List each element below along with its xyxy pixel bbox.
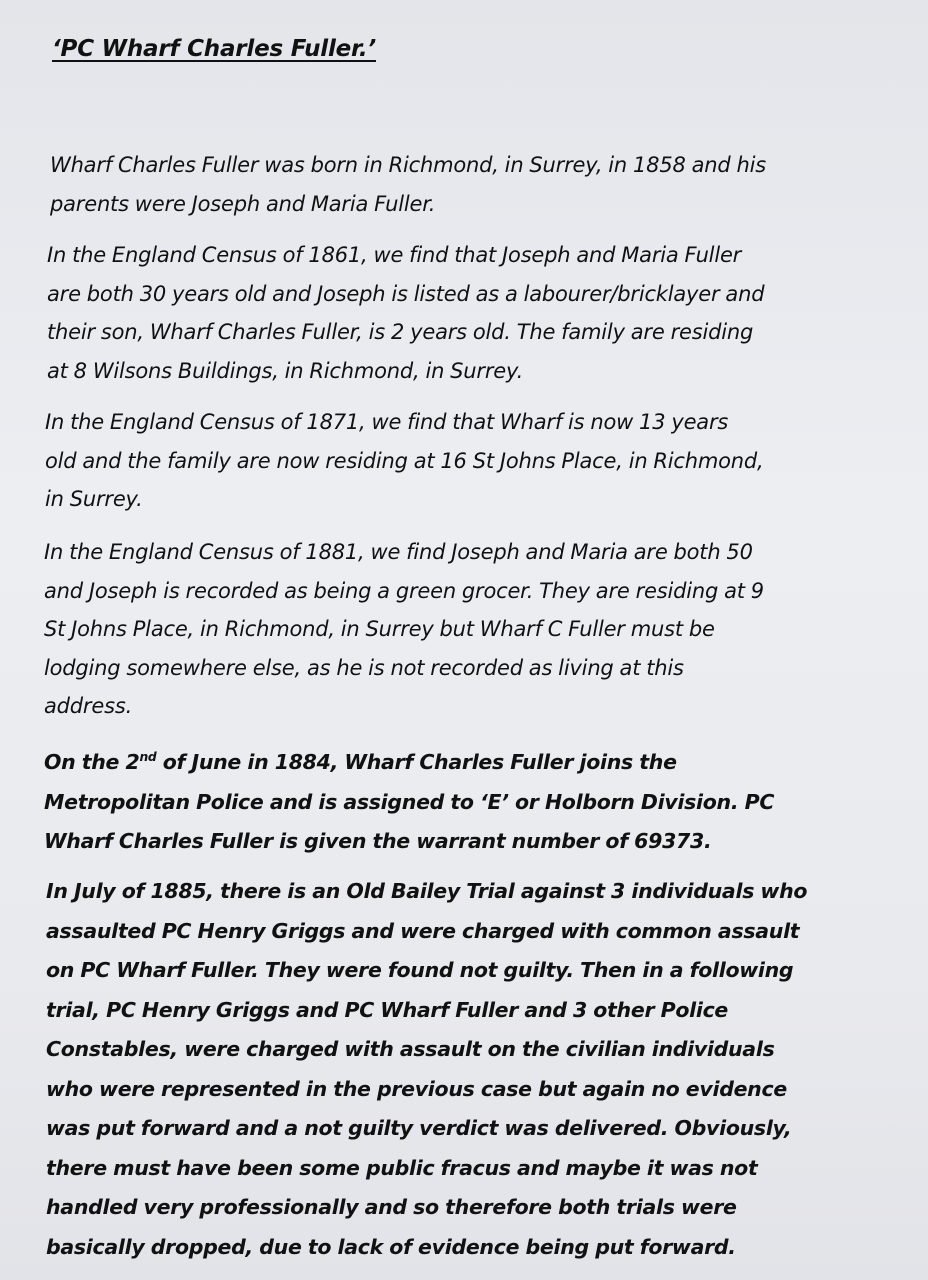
text-line: parents were Joseph and Maria Fuller.: [50, 191, 436, 216]
paragraph-joins-police: [44, 743, 774, 862]
text-line: In July of 1885, there is an Old Bailey Trial against 3 individuals who: [46, 879, 808, 903]
text-line: [44, 743, 774, 783]
paragraph-census-1871: [45, 403, 764, 519]
text-line: assaulted PC Henry Griggs and were charged with common assault: [46, 918, 800, 943]
ordinal-suffix: nd: [139, 750, 157, 765]
document-title: ‘PC Wharf Charles Fuller.’: [52, 36, 376, 62]
paragraph-old-bailey-trial: [46, 872, 807, 1267]
text-line: In the England Census of 1871, we find that Wharf is now 13 years: [45, 410, 729, 434]
text-line: basically dropped, due to lack of evidence being put forward.: [46, 1234, 736, 1259]
text-line: are both 30 years old and Joseph is listed as a labourer/bricklayer and: [47, 281, 765, 306]
text-line: Wharf Charles Fuller was born in Richmond, in Surrey, in 1858 and his: [50, 153, 766, 177]
text-line: there must have been some public fracus and maybe it was not: [46, 1155, 758, 1180]
text-fragment: On the 2: [44, 750, 140, 774]
paragraph-census-1861: [47, 236, 764, 390]
text-line: St Johns Place, in Richmond, in Surrey but Wharf C Fuller must be: [44, 617, 715, 641]
text-line: and Joseph is recorded as being a green grocer. They are residing at 9: [44, 578, 764, 603]
text-line: handled very professionally and so therefore both trials were: [46, 1195, 737, 1219]
text-line: lodging somewhere else, as he is not recorded as living at this: [44, 655, 684, 680]
text-line: who were represented in the previous case but again no evidence: [46, 1076, 787, 1101]
text-line: Wharf Charles Fuller is given the warrant number of 69373.: [44, 829, 712, 853]
text-line: their son, Wharf Charles Fuller, is 2 years old. The family are residing: [47, 320, 754, 344]
text-line: Metropolitan Police and is assigned to ‘E’ or Holborn Division. PC: [44, 789, 775, 814]
text-line: old and the family are now residing at 16 St Johns Place, in Richmond,: [45, 448, 764, 473]
text-line: Constables, were charged with assault on the civilian individuals: [46, 1037, 775, 1061]
text-line: address.: [44, 694, 133, 718]
text-line: in Surrey.: [45, 487, 143, 511]
text-line: In the England Census of 1881, we find Joseph and Maria are both 50: [44, 540, 753, 564]
paragraph-census-1881: [44, 533, 764, 726]
text-line: at 8 Wilsons Buildings, in Richmond, in Surrey.: [47, 358, 524, 383]
text-line: on PC Wharf Fuller. They were found not guilty. Then in a following: [46, 958, 794, 982]
paragraph-birth: [50, 146, 766, 223]
text-line: trial, PC Henry Griggs and PC Wharf Fuller and 3 other Police: [46, 997, 729, 1022]
text-fragment: of June in 1884, Wharf Charles Fuller joins the: [156, 750, 677, 774]
text-line: In the England Census of 1861, we find that Joseph and Maria Fuller: [47, 243, 742, 267]
text-line: was put forward and a not guilty verdict was delivered. Obviously,: [46, 1116, 792, 1140]
